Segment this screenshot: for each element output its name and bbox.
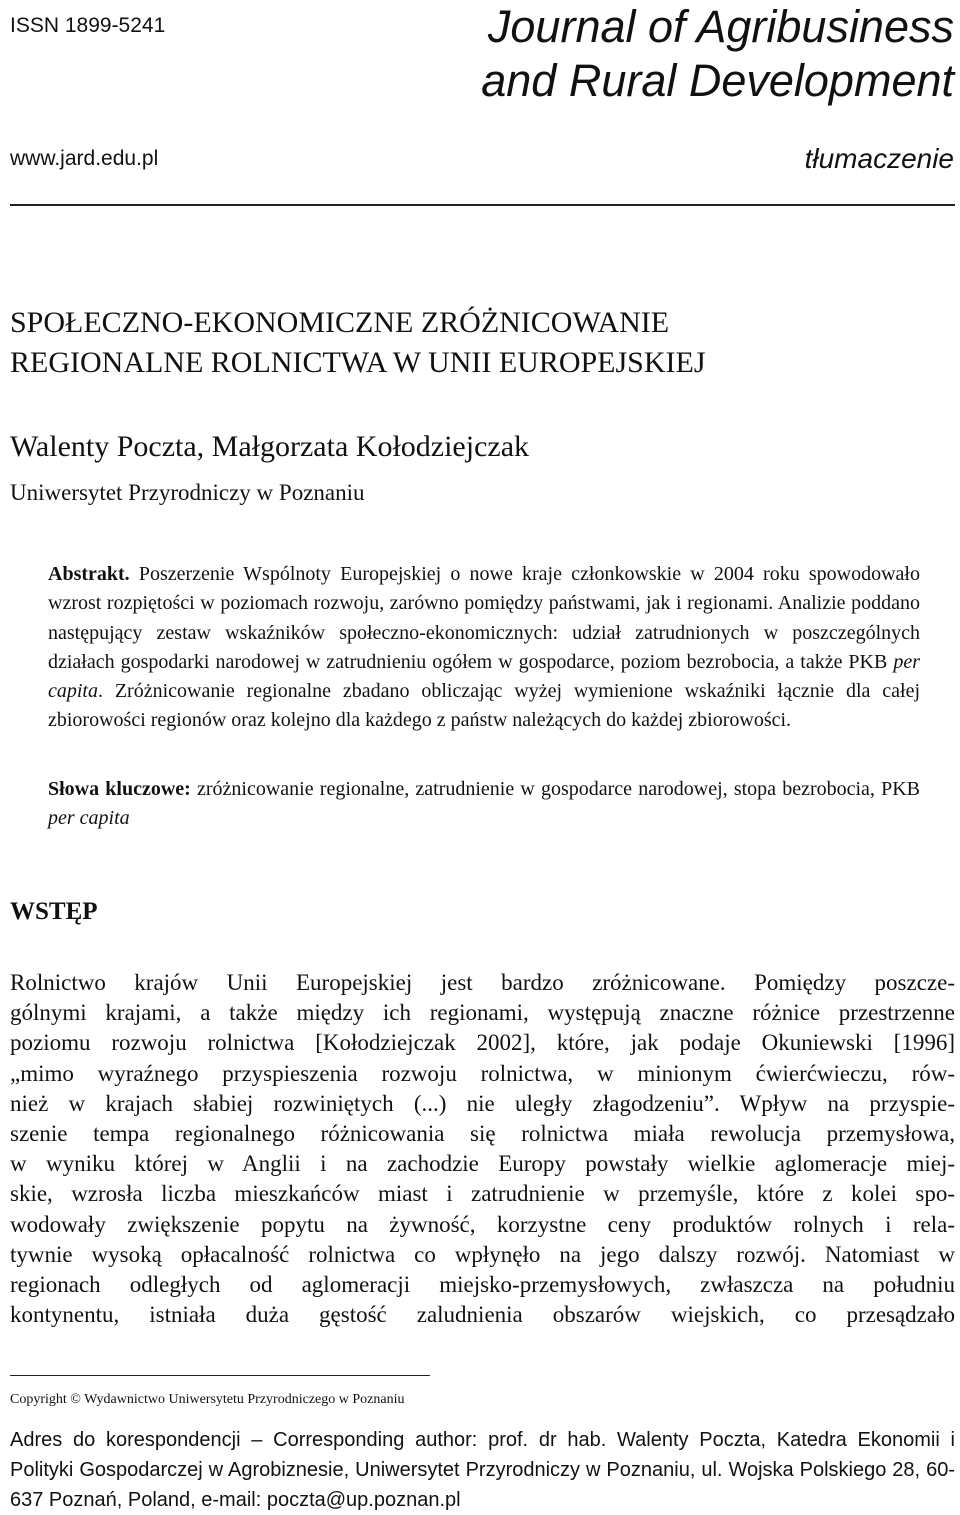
abstract-text: Poszerzenie Wspólnoty Europejskiej o nowe kraje członkowskie w 2004 roku spowodowało wzrost rozpiętości w poziomach rozwoju, zarówno pomiędzy państwami, jak i regionami. Analizie poddano następujący zestaw wskaźników społeczno-ekonomicznych: udział zatrudnionych w poszczególnych działach gospodarki narodowej w zatrudnieniu ogółem w gospodarce, poziom bezrobocia, a także PKB <box>48 563 920 673</box>
body-line: nież w krajach słabiej rozwiniętych (...) nie uległy złagodzeniu”. Wpływ na przyspie- <box>10 1090 955 1116</box>
header-divider <box>10 204 955 206</box>
author-affiliation: Uniwersytet Przyrodniczy w Poznaniu <box>10 480 365 505</box>
abstract-label: Abstrakt. <box>48 563 130 585</box>
keywords-text: zróżnicowanie regionalne, zatrudnienie w gospodarce narodowej, stopa bezrobocia, PKB <box>197 778 921 800</box>
abstract-emphasis: per capita <box>48 650 921 703</box>
body-line: kontynentu, istniała duża gęstość zaludnienia obszarów wiejskich, co przesądzało <box>10 1302 955 1328</box>
abstract <box>48 560 920 736</box>
introduction-body <box>10 968 955 1330</box>
body-line: „mimo wyraźnego przyspieszenia rozwoju rolnictwa, w minionym ćwierćwieczu, rów- <box>10 1060 955 1086</box>
body-line: tywnie wysoką opłacalność rolnictwa co wpłynęło na jego dalszy rozwój. Natomiast w <box>10 1241 955 1267</box>
journal-website-link[interactable]: www.jard.edu.pl <box>10 147 159 170</box>
correspondence-address: Adres do korespondencji – Corresponding author: prof. dr hab. Walenty Poczta, Katedra Ekonomii i Polityki Gospodarczej w Agrobiznesie, Uniwersytet Przyrodniczy w Poznaniu, ul. Wojska Polskiego 28, 60-637 Poznań, Poland, e-mail: poczta@up.poznan.pl <box>10 1429 955 1511</box>
article-title-line-1: SPOŁECZNO-EKONOMICZNE ZRÓŻNICOWANIE <box>10 306 670 339</box>
keywords-label: Słowa kluczowe: <box>48 778 191 800</box>
body-line: wodowały zwiększenie popytu na żywność, korzystne ceny produktów rolnych i rela- <box>10 1211 955 1237</box>
footnote-divider <box>10 1375 430 1376</box>
body-line: poziomu rozwoju rolnictwa [Kołodziejczak 2002], które, jak podaje Okuniewski [1996] <box>10 1030 955 1056</box>
body-line: Rolnictwo krajów Unii Europejskiej jest bardzo zróżnicowane. Pomiędzy poszcze- <box>10 970 955 995</box>
journal-title-line-2: and Rural Development <box>481 55 954 106</box>
article-authors: Walenty Poczta, Małgorzata Kołodziejczak <box>10 430 530 463</box>
journal-title <box>481 0 954 108</box>
article-title <box>10 303 706 383</box>
body-line: szenie tempa regionalnego różnicowania się rolnictwa miała rewolucja przemysłowa, <box>10 1121 955 1147</box>
body-line: skie, wzrosła liczba mieszkańców miast i zatrudnienie w przemyśle, które z kolei spo- <box>10 1181 955 1207</box>
issn-number: ISSN 1899-5241 <box>10 14 166 37</box>
translation-label: tłumaczenie <box>804 143 954 174</box>
body-line: regionach odległych od aglomeracji miejsko-przemysłowych, zwłaszcza na południu <box>10 1272 955 1298</box>
journal-title-line-1: Journal of Agribusiness <box>487 1 954 52</box>
body-line: gólnymi krajami, a także między ich regionami, występują znaczne różnice przestrzenne <box>10 1000 955 1026</box>
article-title-line-2: REGIONALNE ROLNICTWA W UNII EUROPEJSKIEJ <box>10 346 706 379</box>
keywords <box>48 775 920 834</box>
keywords-emphasis: per capita <box>48 807 130 830</box>
section-heading: WSTĘP <box>10 898 98 925</box>
abstract-text-continued: . Zróżnicowanie regionalne zbadano obliczając wyżej wymienione wskaźniki łącznie dla całej zbiorowości regionów oraz kolejno dla każdego z państw należących do każdej zbiorowości. <box>48 680 920 732</box>
copyright-notice: Copyright © Wydawnictwo Uniwersytetu Przyrodniczego w Poznaniu <box>10 1392 405 1407</box>
body-line: w wyniku której w Anglii i na zachodzie Europy powstały wielkie aglomeracje miej- <box>10 1151 955 1177</box>
